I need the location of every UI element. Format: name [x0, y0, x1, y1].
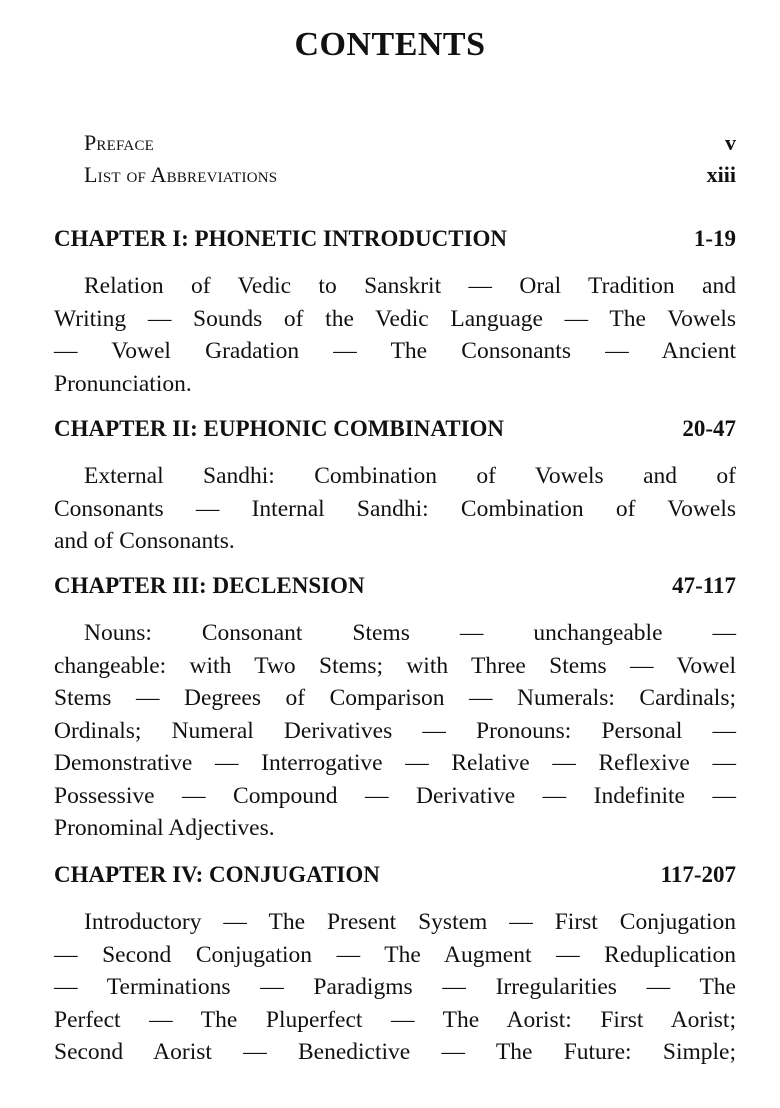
chapter-pages: 47-117 [672, 573, 736, 598]
toc-entry-abbreviations[interactable] [84, 162, 736, 194]
chapter-4-section [54, 862, 736, 1069]
page-title: CONTENTS [294, 26, 486, 63]
description-line: Ordinals; Numeral Derivatives — Pronouns: Personal — [54, 717, 736, 744]
chapter-description [54, 906, 736, 1069]
description-line: Stems — Degrees of Comparison — Numerals: Cardinals; [54, 685, 736, 711]
toc-entry-label: List of Abbreviations [84, 162, 278, 187]
toc-entry-page: xiii [706, 162, 736, 187]
chapter-1-section [54, 226, 736, 400]
description-line: Possessive — Compound — Derivative — Indefinite — [54, 782, 736, 809]
description-line: Writing — Sounds of the Vedic Language — The Vowels [54, 305, 736, 332]
chapter-heading: CHAPTER III: DECLENSION [54, 573, 365, 598]
description-line: — Second Conjugation — The Augment — Reduplication [54, 941, 736, 968]
description-line: — Terminations — Paradigms — Irregularities — The [54, 974, 736, 1000]
toc-entry-label: Preface [84, 130, 155, 155]
chapter-heading: CHAPTER II: EUPHONIC COMBINATION [54, 416, 505, 441]
description-line: Demonstrative — Interrogative — Relative — Reflexive — [54, 750, 736, 776]
chapter-description [54, 617, 736, 845]
description-line: Perfect — The Pluperfect — The Aorist: First Aorist; [54, 1006, 736, 1033]
front-matter-list [84, 130, 736, 194]
toc-entry-preface[interactable] [84, 130, 736, 162]
chapter-heading-row[interactable] [54, 416, 736, 448]
toc-entry-page: v [725, 130, 736, 155]
description-line: changeable: with Two Stems; with Three Stems — Vowel [54, 652, 736, 679]
chapter-pages: 1-19 [693, 226, 736, 251]
chapter-heading-row[interactable] [54, 862, 736, 894]
description-line: Pronunciation. [54, 370, 192, 397]
chapter-heading-row[interactable] [54, 226, 736, 258]
description-line: Nouns: Consonant Stems — unchangeable — [84, 620, 736, 646]
description-line: and of Consonants. [54, 528, 235, 554]
chapter-heading: CHAPTER IV: CONJUGATION [54, 862, 380, 887]
chapter-2-section [54, 416, 736, 558]
description-line: External Sandhi: Combination of Vowels and of [84, 463, 736, 489]
description-line: Introductory — The Present System — First Conjugation [84, 909, 736, 935]
description-line: Consonants — Internal Sandhi: Combination of Vowels [54, 495, 736, 522]
description-line: Pronominal Adjectives. [54, 815, 275, 841]
description-line: — Vowel Gradation — The Consonants — Ancient [54, 338, 736, 364]
chapter-heading: CHAPTER I: PHONETIC INTRODUCTION [54, 226, 508, 251]
chapter-description [54, 270, 736, 400]
description-line: Relation of Vedic to Sanskrit — Oral Tradition and [84, 273, 736, 299]
chapter-3-section [54, 573, 736, 845]
chapter-pages: 20-47 [682, 416, 736, 441]
chapter-pages: 117-207 [660, 862, 736, 887]
description-line: Second Aorist — Benedictive — The Future: Simple; [54, 1039, 736, 1065]
chapter-heading-row[interactable] [54, 573, 736, 605]
chapter-description [54, 460, 736, 558]
